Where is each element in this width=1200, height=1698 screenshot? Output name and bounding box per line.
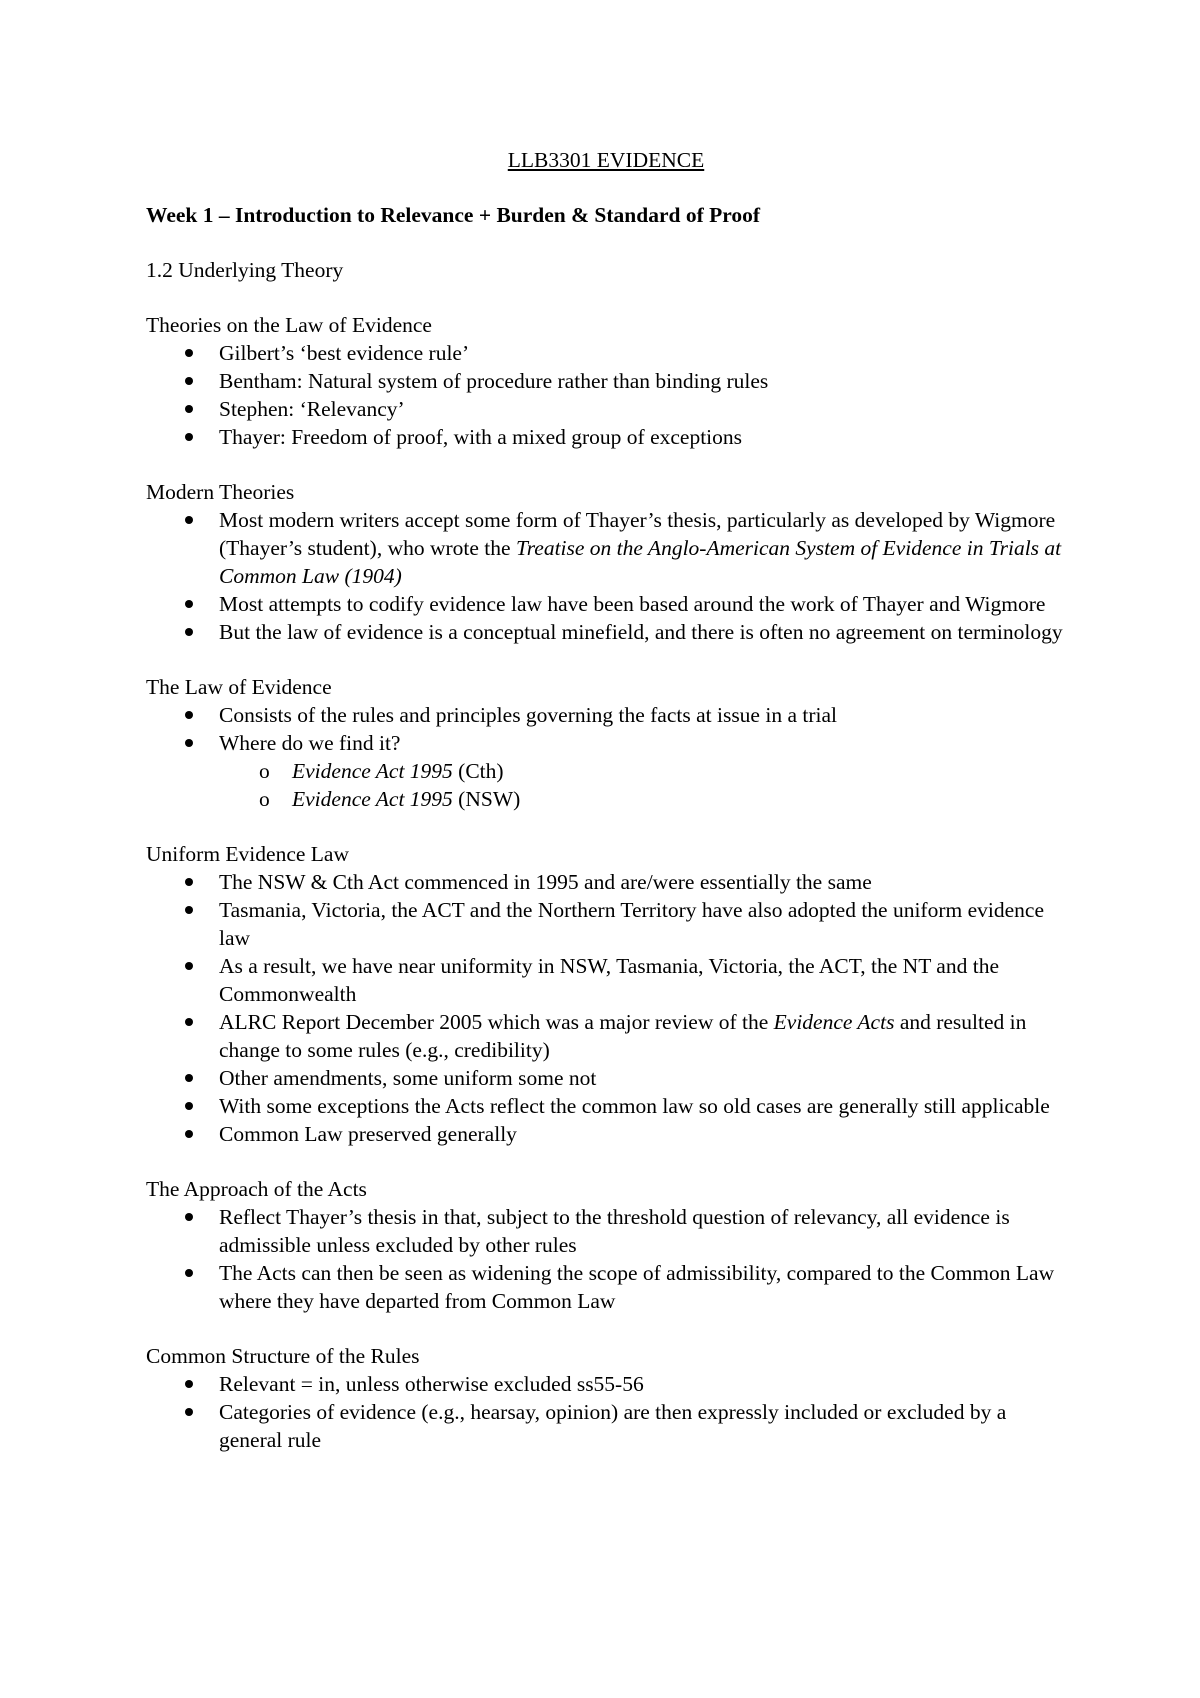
text-segment: As a result, we have near uniformity in NSW, Tasmania, Victoria, the ACT, the NT and the Commonwealth	[219, 954, 999, 1006]
text-segment: Categories of evidence (e.g., hearsay, opinion) are then expressly included or excluded by a general rule	[219, 1400, 1007, 1452]
bullet-icon	[185, 1018, 193, 1026]
section-title: Common Structure of the Rules	[146, 1344, 420, 1368]
text-segment: Evidence Act 1995	[292, 787, 453, 811]
document-page	[146, 146, 1066, 1454]
circle-bullet-icon: o	[259, 787, 270, 811]
section-title: Modern Theories	[146, 480, 295, 504]
section	[146, 311, 1066, 451]
list-item-text	[219, 1205, 1010, 1257]
list-item	[219, 1370, 1066, 1398]
list-item-text	[219, 1094, 1050, 1118]
bullet-icon	[185, 349, 193, 357]
bullet-icon	[185, 1102, 193, 1110]
section-title: Uniform Evidence Law	[146, 842, 349, 866]
bullet-icon	[185, 405, 193, 413]
list-item-text	[219, 1010, 1026, 1062]
list-item-text	[219, 425, 742, 449]
list-item	[219, 339, 1066, 367]
section	[146, 1175, 1066, 1315]
sub-list-item-text	[292, 759, 504, 783]
list-item-text	[219, 731, 400, 755]
bullet-icon	[185, 1408, 193, 1416]
text-segment: The Acts can then be seen as widening the scope of admissibility, compared to the Common Law where they have departed from Common Law	[219, 1261, 1055, 1313]
list-item	[219, 618, 1066, 646]
list-item-text	[219, 397, 405, 421]
list-item	[219, 952, 1066, 1008]
text-segment: The NSW & Cth Act commenced in 1995 and are/were essentially the same	[219, 870, 872, 894]
bullet-list	[146, 1203, 1066, 1315]
text-segment: Thayer: Freedom of proof, with a mixed group of exceptions	[219, 425, 743, 449]
bullet-icon	[185, 433, 193, 441]
list-item	[219, 1092, 1066, 1120]
list-item	[219, 395, 1066, 423]
text-segment: But the law of evidence is a conceptual minefield, and there is often no agreement on terminology	[219, 620, 1063, 644]
bullet-icon	[185, 516, 193, 524]
bullet-icon	[185, 377, 193, 385]
list-item-text	[219, 1372, 644, 1396]
list-item-text	[219, 592, 1045, 616]
text-segment: Stephen: ‘Relevancy’	[219, 397, 405, 421]
sub-list-item	[259, 785, 1066, 813]
circle-bullet-icon: o	[259, 759, 270, 783]
sections-container	[146, 311, 1066, 1454]
list-item-text	[219, 954, 999, 1006]
sub-list-item	[259, 757, 1066, 785]
list-item-text	[219, 341, 469, 365]
list-item	[219, 729, 1066, 813]
text-segment: and resulted in change to some rules (e.g., credibility)	[219, 1010, 1027, 1062]
list-item-text	[219, 369, 768, 393]
bullet-icon	[185, 600, 193, 608]
text-segment: Most modern writers accept some form of Thayer’s thesis, particularly as developed by Wigmore (Thayer’s student), who wrote the	[219, 508, 1056, 560]
text-segment: Other amendments, some uniform some not	[219, 1066, 597, 1090]
bullet-icon	[185, 739, 193, 747]
bullet-icon	[185, 878, 193, 886]
text-segment: Gilbert’s ‘best evidence rule’	[219, 341, 470, 365]
subheading: 1.2 Underlying Theory	[146, 258, 344, 282]
section-title: Theories on the Law of Evidence	[146, 313, 432, 337]
list-item	[219, 1064, 1066, 1092]
text-segment: Where do we find it?	[219, 731, 401, 755]
list-item-text	[219, 1400, 1006, 1452]
list-item	[219, 367, 1066, 395]
bullet-list	[146, 339, 1066, 451]
bullet-icon	[185, 962, 193, 970]
text-segment: With some exceptions the Acts reflect the common law so old cases are generally still applicable	[219, 1094, 1050, 1118]
sub-list	[219, 757, 1066, 813]
section	[146, 1342, 1066, 1454]
section-title: The Law of Evidence	[146, 675, 332, 699]
bullet-icon	[185, 711, 193, 719]
section	[146, 478, 1066, 646]
text-segment: Evidence Acts	[773, 1010, 895, 1034]
bullet-icon	[185, 1213, 193, 1221]
document-title: LLB3301 EVIDENCE	[507, 148, 705, 172]
list-item	[219, 423, 1066, 451]
list-item-text	[219, 898, 1044, 950]
list-item-text	[219, 620, 1063, 644]
bullet-icon	[185, 1380, 193, 1388]
bullet-icon	[185, 1130, 193, 1138]
bullet-list	[146, 701, 1066, 813]
list-item-text	[219, 508, 1061, 588]
bullet-list	[146, 1370, 1066, 1454]
text-segment: Evidence Act 1995	[292, 759, 453, 783]
text-segment: Bentham: Natural system of procedure rather than binding rules	[219, 369, 769, 393]
list-item	[219, 1259, 1066, 1315]
text-segment: Most attempts to codify evidence law have been based around the work of Thayer and Wigmore	[219, 592, 1046, 616]
section-title: The Approach of the Acts	[146, 1177, 367, 1201]
list-item	[219, 1120, 1066, 1148]
section	[146, 673, 1066, 813]
text-segment: Reflect Thayer’s thesis in that, subject to the threshold question of relevancy, all evidence is admissible unless excluded by other rules	[219, 1205, 1010, 1257]
list-item	[219, 1203, 1066, 1259]
list-item	[219, 590, 1066, 618]
section	[146, 840, 1066, 1148]
bullet-icon	[185, 628, 193, 636]
list-item	[219, 506, 1066, 590]
sub-list-item-text	[292, 787, 520, 811]
text-segment: (NSW)	[452, 787, 521, 811]
text-segment: Relevant = in, unless otherwise excluded ss55-56	[219, 1372, 644, 1396]
text-segment: Treatise on the Anglo-American System of Evidence in Trials at Common Law (1904)	[219, 536, 1062, 588]
bullet-list	[146, 868, 1066, 1148]
bullet-icon	[185, 906, 193, 914]
text-segment: Consists of the rules and principles governing the facts at issue in a trial	[219, 703, 837, 727]
list-item	[219, 1398, 1066, 1454]
text-segment: (Cth)	[452, 759, 504, 783]
list-item	[219, 868, 1066, 896]
list-item	[219, 1008, 1066, 1064]
list-item	[219, 896, 1066, 952]
list-item-text	[219, 1122, 517, 1146]
text-segment: Common Law preserved generally	[219, 1122, 517, 1146]
list-item-text	[219, 703, 837, 727]
bullet-icon	[185, 1269, 193, 1277]
bullet-list	[146, 506, 1066, 646]
list-item-text	[219, 1066, 596, 1090]
text-segment: Tasmania, Victoria, the ACT and the Northern Territory have also adopted the uniform evidence law	[219, 898, 1044, 950]
week-heading: Week 1 – Introduction to Relevance + Burden & Standard of Proof	[146, 203, 761, 227]
text-segment: ALRC Report December 2005 which was a major review of the	[219, 1010, 774, 1034]
list-item-text	[219, 1261, 1054, 1313]
list-item-text	[219, 870, 872, 894]
list-item	[219, 701, 1066, 729]
bullet-icon	[185, 1074, 193, 1082]
